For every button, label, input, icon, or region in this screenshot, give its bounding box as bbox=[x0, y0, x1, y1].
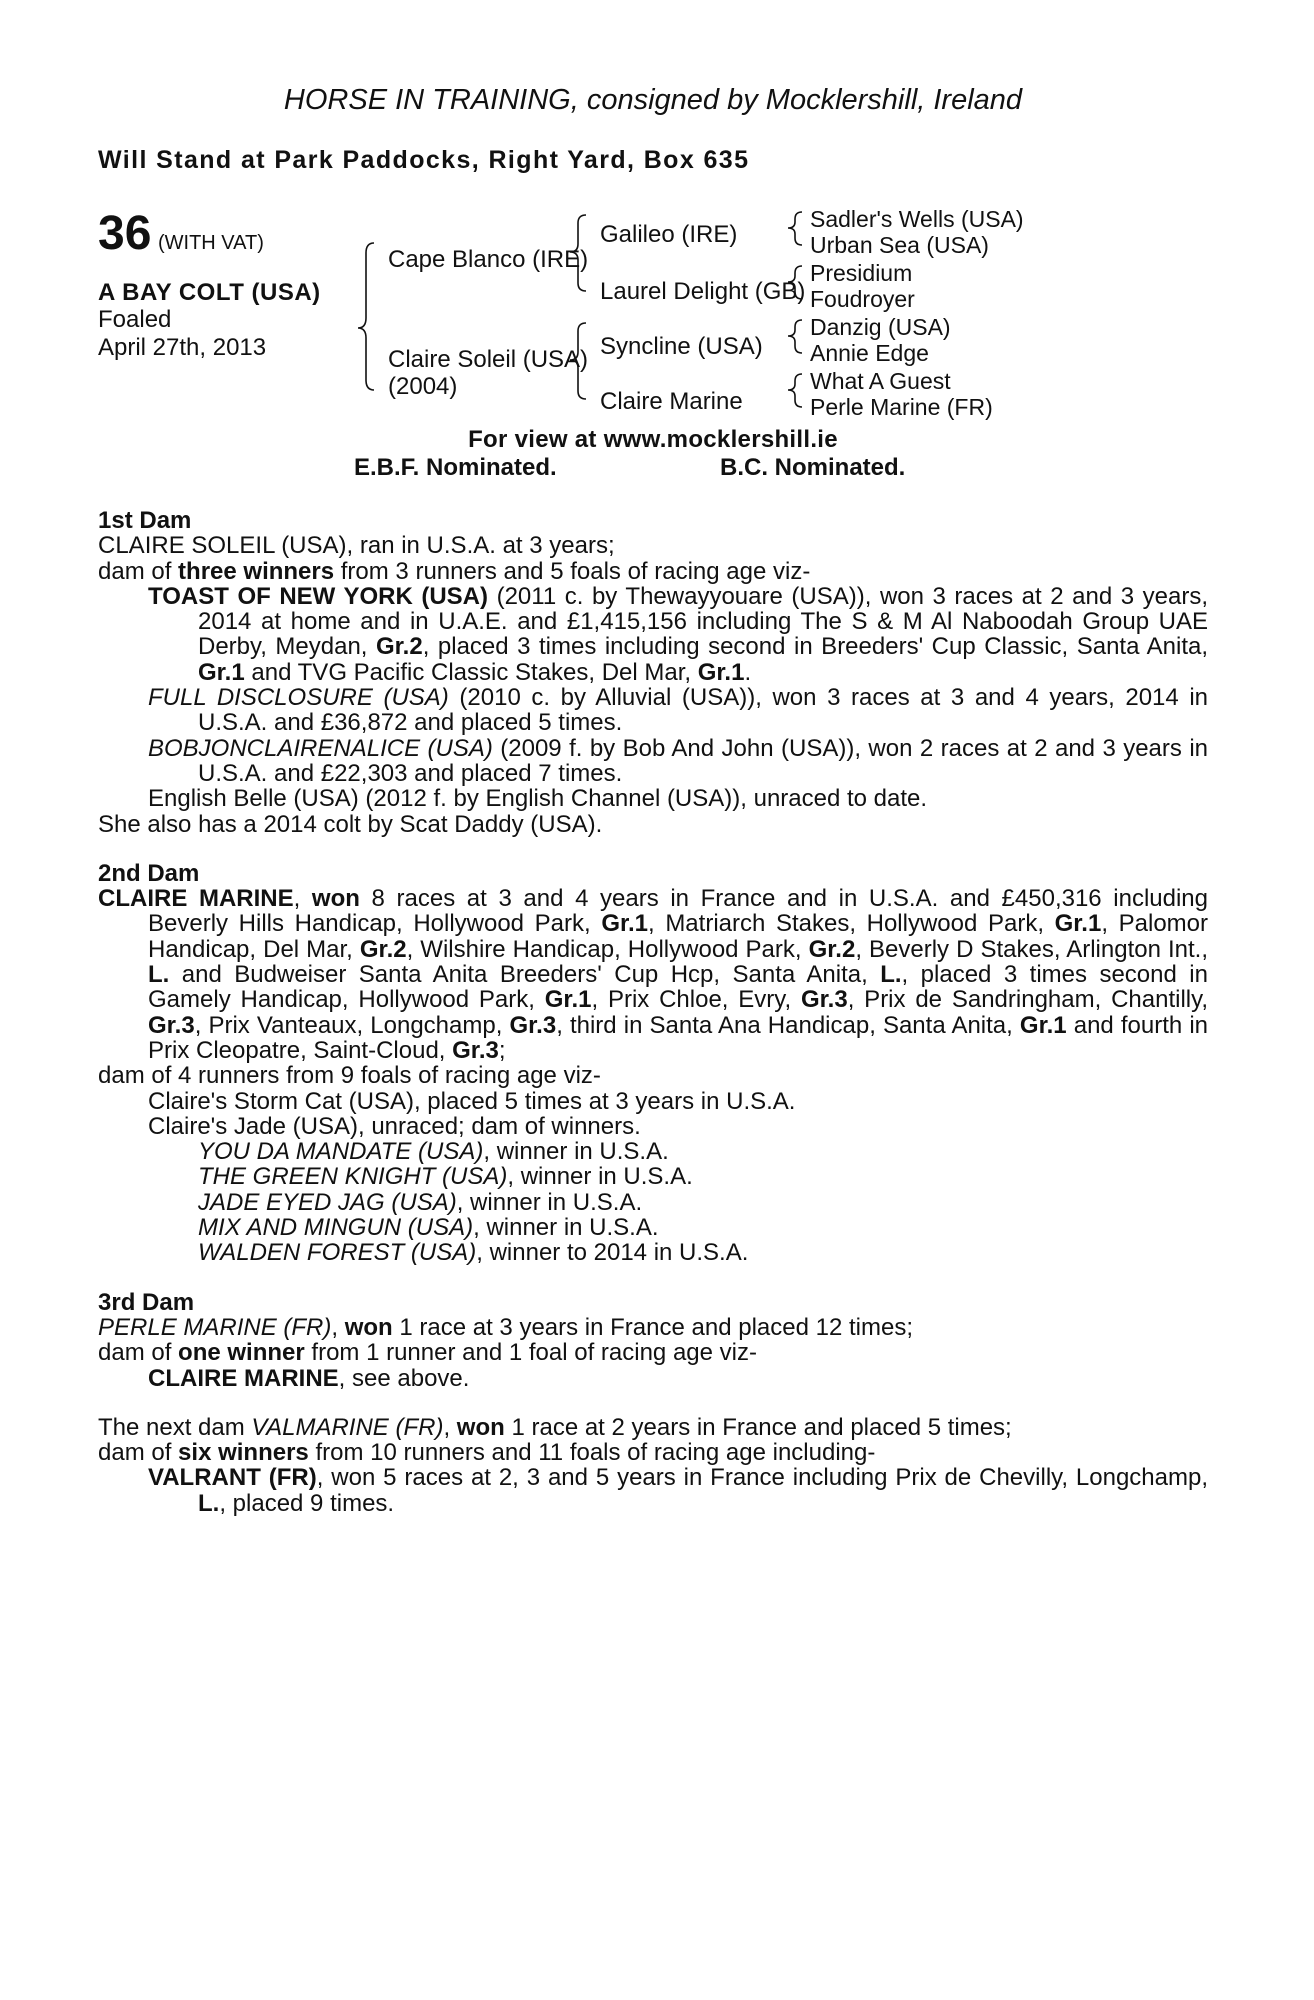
gg-sire-3: Danzig (USA) bbox=[810, 314, 951, 340]
first-dam-line: CLAIRE SOLEIL (USA), ran in U.S.A. at 3 years; bbox=[98, 532, 615, 560]
foaled-date: April 27th, 2013 bbox=[98, 334, 267, 361]
ebf-nominated: E.B.F. Nominated. bbox=[354, 454, 557, 481]
dam: Claire Soleil (USA) bbox=[388, 346, 589, 373]
sire-dam: Laurel Delight (GB) bbox=[600, 278, 806, 305]
brace-g4 bbox=[788, 374, 802, 407]
horse-description: A BAY COLT (USA) bbox=[98, 279, 321, 306]
gg-dam-2: Foudroyer bbox=[810, 286, 915, 312]
grandprogeny-mix-and-mingun: MIX AND MINGUN (USA), winner in U.S.A. bbox=[198, 1214, 659, 1242]
brace-g1 bbox=[788, 212, 802, 245]
third-dam-produce-line: dam of one winner from 1 runner and 1 foal of racing age viz- bbox=[98, 1339, 757, 1367]
dam-year: (2004) bbox=[388, 373, 458, 400]
gg-dam-4: Perle Marine (FR) bbox=[810, 394, 993, 420]
sire: Cape Blanco (IRE) bbox=[388, 246, 589, 273]
grandprogeny-jade-eyed-jag: JADE EYED JAG (USA), winner in U.S.A. bbox=[198, 1188, 643, 1216]
progeny-valrant: VALRANT (FR), won 5 races at 2, 3 and 5 years in France including Prix de Chevilly, Longchamp, L., placed 9 times. bbox=[148, 1464, 1208, 1517]
progeny-toast-of-new-york: TOAST OF NEW YORK (USA) (2011 c. by Thewayyouare (USA)), won 3 races at 2 and 3 years, 2014 at home and in U.A.E. and £1,415,156 including The S & M Al Naboodah Group UAE Derby, Meydan, Gr.2, placed 3 times including second in Breeders' Cup Classic, Santa Anita, Gr.1 and TVG Pacific Classic Stakes, Del Mar, Gr.1. bbox=[148, 582, 1209, 686]
bc-nominated: B.C. Nominated. bbox=[720, 454, 906, 481]
progeny-full-disclosure: FULL DISCLOSURE (USA) (2010 c. by Alluvial (USA)), won 3 races at 3 and 4 years, 2014 in U.S.A. and £36,872 and placed 5 times. bbox=[148, 684, 1208, 737]
gg-dam-1: Urban Sea (USA) bbox=[810, 232, 989, 258]
view-website: For view at www.mocklershill.ie bbox=[468, 426, 838, 453]
first-dam-also: She also has a 2014 colt by Scat Daddy (USA). bbox=[98, 810, 603, 838]
sire-sire: Galileo (IRE) bbox=[600, 221, 738, 248]
first-dam-produce-line: dam of three winners from 3 runners and 5 foals of racing age viz- bbox=[98, 557, 811, 585]
progeny-bobjonclairenalice: BOBJONCLAIRENALICE (USA) (2009 f. by Bob And John (USA)), won 2 races at 2 and 3 years in U.S.A. and £22,303 and placed 7 times. bbox=[148, 734, 1209, 787]
second-dam-record: CLAIRE MARINE, won 8 races at 3 and 4 years in France and in U.S.A. and £450,316 including Beverly Hills Handicap, Hollywood Park, Gr.1, Matriarch Stakes, Hollywood Park, Gr.1, Palomor Handicap, Del Mar, Gr.2, Wilshire Handicap, Hollywood Park, Gr.2, Beverly D Stakes, Arlington Int., L. and Budweiser Santa Anita Breeders' Cup Hcp, Santa Anita, L., placed 3 times second in Gamely Handicap, Hollywood Park, Gr.1, Prix Chloe, Evry, Gr.3, Prix de Sandringham, Chantilly, Gr.3, Prix Vanteaux, Longchamp, Gr.3, third in Santa Ana Handicap, Santa Anita, Gr.1 and fourth in Prix Cleopatre, Saint-Cloud, Gr.3; bbox=[98, 885, 1209, 1064]
gg-sire-2: Presidium bbox=[810, 260, 913, 286]
progeny-claires-jade: Claire's Jade (USA), unraced; dam of winners. bbox=[148, 1112, 641, 1140]
lot-number: 36 bbox=[98, 207, 152, 260]
brace-sire-dam bbox=[358, 243, 374, 390]
gg-sire-1: Sadler's Wells (USA) bbox=[810, 206, 1024, 232]
grandprogeny-walden-forest: WALDEN FOREST (USA), winner to 2014 in U.S.A. bbox=[198, 1239, 749, 1267]
next-dam-record: The next dam VALMARINE (FR), won 1 race at 2 years in France and placed 5 times; bbox=[98, 1413, 1012, 1441]
gg-sire-4: What A Guest bbox=[810, 368, 951, 394]
grandprogeny-you-da-mandate: YOU DA MANDATE (USA), winner in U.S.A. bbox=[198, 1138, 669, 1166]
pedigree-notes bbox=[98, 508, 1208, 1516]
dam-sire: Syncline (USA) bbox=[600, 333, 763, 360]
vat-note: (WITH VAT) bbox=[158, 232, 264, 254]
pedigree-braces bbox=[98, 0, 1208, 440]
dam-dam: Claire Marine bbox=[600, 388, 743, 415]
first-dam-heading: 1st Dam bbox=[98, 507, 192, 534]
gg-dam-3: Annie Edge bbox=[810, 340, 929, 366]
progeny-claires-storm-cat: Claire's Storm Cat (USA), placed 5 times at 3 years in U.S.A. bbox=[148, 1087, 796, 1115]
second-dam-produce-line: dam of 4 runners from 9 foals of racing age viz- bbox=[98, 1062, 601, 1090]
grandprogeny-the-green-knight: THE GREEN KNIGHT (USA), winner in U.S.A. bbox=[198, 1163, 693, 1191]
progeny-english-belle: English Belle (USA) (2012 f. by English Channel (USA)), unraced to date. bbox=[148, 785, 928, 813]
next-dam-produce-line: dam of six winners from 10 runners and 11 foals of racing age including- bbox=[98, 1439, 876, 1467]
third-dam-record: PERLE MARINE (FR), won 1 race at 3 years in France and placed 12 times; bbox=[98, 1313, 913, 1341]
brace-g3 bbox=[788, 320, 802, 353]
progeny-claire-marine: CLAIRE MARINE, see above. bbox=[148, 1364, 470, 1392]
second-dam-heading: 2nd Dam bbox=[98, 859, 200, 887]
stand-location: Will Stand at Park Paddocks, Right Yard, Box 635 bbox=[98, 146, 750, 174]
third-dam-heading: 3rd Dam bbox=[98, 1288, 195, 1316]
foaled-label: Foaled bbox=[98, 306, 172, 333]
page-header: HORSE IN TRAINING, consigned by Mocklershill, Ireland bbox=[283, 84, 1023, 116]
